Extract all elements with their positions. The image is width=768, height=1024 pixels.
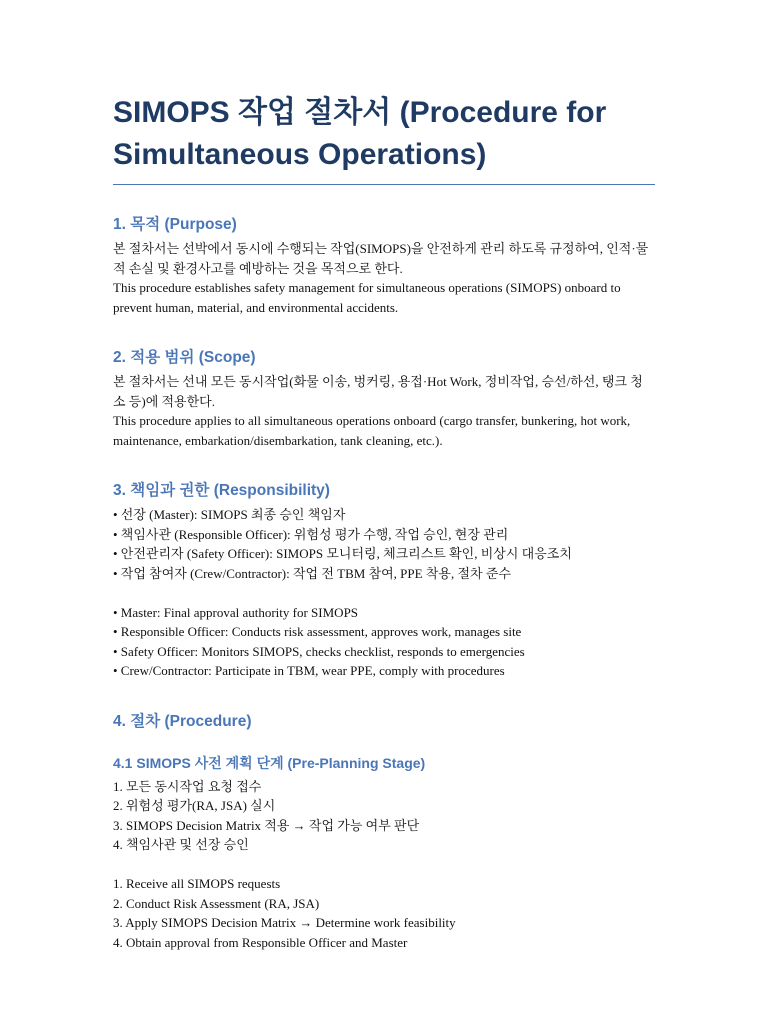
list-item: 1. 모든 동시작업 요청 접수 [113, 778, 262, 794]
list-item: 4. 책임사관 및 선장 승인 [113, 837, 249, 852]
list-item: • 책임사관 (Responsible Officer): 위험성 평가 수행, 작업 승인, 현장 관리 [113, 526, 509, 542]
list-item: 3. SIMOPS Decision Matrix 적용 → 작업 가능 여부 판단 [113, 817, 420, 833]
section-heading-procedure: 4. 절차 (Procedure) [113, 712, 252, 730]
list-item: 1. Receive all SIMOPS requests [113, 876, 281, 891]
purpose-text-en: This procedure establishes safety management for simultaneous operations (SIMOPS) onboard to prevent human, material, and environmental accidents. [113, 280, 621, 315]
list-item: 2. 위험성 평가(RA, JSA) 실시 [113, 798, 276, 813]
section-purpose [113, 215, 655, 317]
subsection-pre-planning [113, 753, 655, 953]
document-page [113, 92, 655, 952]
list-item: • 안전관리자 (Safety Officer): SIMOPS 모니터링, 체크리스트 확인, 비상시 대응조치 [113, 546, 572, 561]
list-item: 3. Apply SIMOPS Decision Matrix → Determine work feasibility [113, 915, 456, 930]
section-scope [113, 348, 655, 450]
document-title: SIMOPS 작업 절차서 (Procedure for Simultaneous Operations) [113, 92, 655, 185]
list-item: • Master: Final approval authority for SIMOPS [113, 604, 359, 620]
list-item: • 선장 (Master): SIMOPS 최종 승인 책임자 [113, 507, 346, 522]
subsection-heading-pre-planning: 4.1 SIMOPS 사전 계획 단계 (Pre-Planning Stage) [113, 754, 426, 771]
list-item: • 작업 참여자 (Crew/Contractor): 작업 전 TBM 참여, PPE 착용, 절차 준수 [113, 565, 511, 581]
list-item: 2. Conduct Risk Assessment (RA, JSA) [113, 895, 320, 911]
section-procedure [113, 712, 655, 953]
section-heading-responsibility: 3. 책임과 권한 (Responsibility) [113, 482, 330, 499]
list-item: • Crew/Contractor: Participate in TBM, wear PPE, comply with procedures [113, 663, 505, 678]
scope-text-en: This procedure applies to all simultaneous operations onboard (cargo transfer, bunkering, hot work, maintenance, embarkation/disembarkation, tank cleaning, etc.). [113, 413, 631, 448]
section-heading-purpose: 1. 목적 (Purpose) [113, 216, 237, 233]
scope-text-ko: 본 절차서는 선내 모든 동시작업(화물 이송, 벙커링, 용접·Hot Work, 정비작업, 승선/하선, 탱크 청소 등)에 적용한다. [113, 374, 643, 409]
purpose-text-ko: 본 절차서는 선박에서 동시에 수행되는 작업(SIMOPS)을 안전하게 관리 하도록 규정하여, 인적·물적 손실 및 환경사고를 예방하는 것을 목적으로 한다. [113, 241, 649, 276]
section-responsibility [113, 481, 655, 681]
list-item: • Safety Officer: Monitors SIMOPS, checks checklist, responds to emergencies [113, 643, 525, 659]
list-item: • Responsible Officer: Conducts risk assessment, approves work, manages site [113, 624, 522, 639]
list-item: 4. Obtain approval from Responsible Officer and Master [113, 934, 408, 950]
section-heading-scope: 2. 적용 범위 (Scope) [113, 349, 256, 366]
